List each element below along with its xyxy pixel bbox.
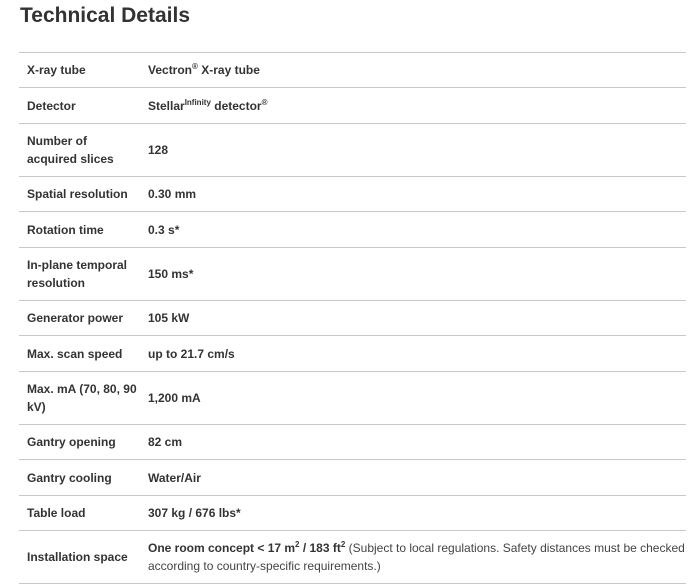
row-label: X-ray tube xyxy=(19,53,148,88)
value-text: Vectron xyxy=(148,63,193,77)
value-text: One room concept < 17 m xyxy=(148,541,296,555)
specs-table xyxy=(19,52,686,584)
table-row xyxy=(19,460,686,496)
row-value: 105 kW xyxy=(148,301,686,336)
table-row xyxy=(19,124,686,177)
table-row xyxy=(19,496,686,531)
row-value xyxy=(148,88,686,124)
row-label-text: Number of acquired slices xyxy=(27,134,114,166)
row-value: 1,200 mA xyxy=(148,372,686,425)
value-superscript: 2 xyxy=(295,540,300,549)
row-value: 128 xyxy=(148,124,686,177)
row-label-text: In-plane temporal resolution xyxy=(27,258,128,290)
row-label xyxy=(19,124,148,177)
row-label: Spatial resolution xyxy=(19,177,148,212)
row-value: 82 cm xyxy=(148,425,686,460)
table-row xyxy=(19,301,686,336)
table-row xyxy=(19,336,686,372)
row-value: 307 kg / 676 lbs* xyxy=(148,496,686,531)
value-text: / 183 ft xyxy=(299,541,341,555)
row-value xyxy=(148,531,686,584)
table-row xyxy=(19,425,686,460)
table-row xyxy=(19,531,686,584)
table-row xyxy=(19,372,686,425)
table-row xyxy=(19,212,686,248)
row-value xyxy=(148,53,686,88)
row-label: Gantry opening xyxy=(19,425,148,460)
row-value: 0.3 s* xyxy=(148,212,686,248)
row-value: 0.30 mm xyxy=(148,177,686,212)
row-label: Table load xyxy=(19,496,148,531)
table-row xyxy=(19,177,686,212)
value-superscript: ® xyxy=(261,97,268,107)
row-value: Water/Air xyxy=(148,460,686,496)
row-label xyxy=(19,372,148,425)
row-label: Installation space xyxy=(19,531,148,584)
row-label: Generator power xyxy=(19,301,148,336)
row-label: Detector xyxy=(19,88,148,124)
value-superscript: 2 xyxy=(340,540,346,549)
row-value: 150 ms* xyxy=(148,248,686,301)
value-text: X-ray tube xyxy=(197,63,260,77)
row-label: Max. scan speed xyxy=(19,336,148,372)
table-row xyxy=(19,248,686,301)
table-row xyxy=(19,53,686,88)
section-title: Technical Details xyxy=(20,4,191,27)
value-superscript: ® xyxy=(192,62,198,71)
row-label: Rotation time xyxy=(19,212,148,248)
row-label: Gantry cooling xyxy=(19,460,148,496)
value-superscript: Infinity xyxy=(184,97,211,107)
value-text: detector xyxy=(210,98,262,113)
value-text: Stellar xyxy=(148,98,185,113)
row-label xyxy=(19,248,148,301)
row-value: up to 21.7 cm/s xyxy=(148,336,686,372)
table-row xyxy=(19,88,686,124)
row-label-text: Max. mA (70, 80, 90 kV) xyxy=(27,382,137,414)
value-note: (Subject to local regulations. Safety distances must be checked according to country-specific requirements.) xyxy=(148,541,685,573)
